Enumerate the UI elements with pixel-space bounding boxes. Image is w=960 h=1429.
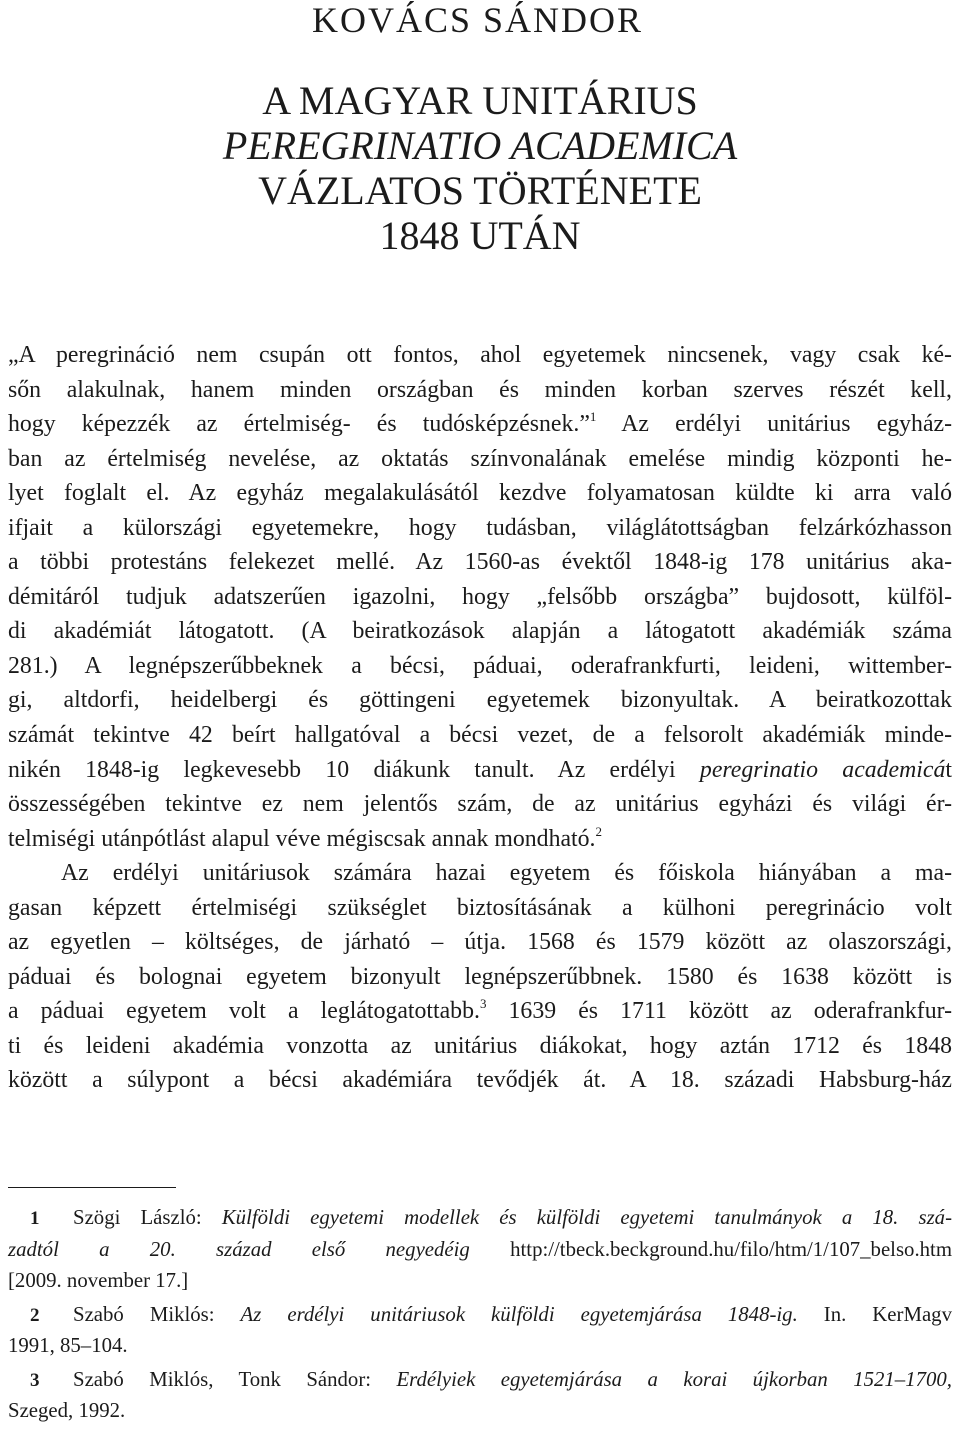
- text-line: telmiségi utánpótlást alapul véve mégiscsak annak mondható.$^2$: [8, 823, 602, 852]
- footnote-line: 3 Szabó Miklós, Tonk Sándor: Erdélyiek egyetemjárása a korai újkorban 1521–1700,: [8, 1364, 952, 1396]
- text-line: ban az értelmiség nevelése, az oktatás színvonalának emelése mindig központi he-: [8, 445, 952, 472]
- footnote-line: [2009. november 17.]: [8, 1269, 189, 1292]
- text-line: gi, altdorfi, heidelbergi és göttingeni egyetemek bizonyultak. A beiratkozottak: [8, 687, 952, 714]
- text-line: összességében tekintve ez nem jelentős szám, de az unitárius egyházi és világi ér-: [8, 791, 952, 818]
- title-line: VÁZLATOS TÖRTÉNETE: [258, 168, 702, 213]
- text-line: 281.) A legnépszerűbbeknek a bécsi, páduai, oderafrankfurti, leideni, wittember-: [8, 652, 952, 679]
- text-line: nikén 1848-ig legkevesebb 10 diákunk tanult. Az erdélyi peregrinatio academicát: [8, 756, 952, 783]
- footnote-line: 1991, 85–104.: [8, 1334, 128, 1357]
- author-name: KOVÁCS SÁNDOR: [312, 0, 644, 40]
- title-line: PEREGRINATIO ACADEMICA: [222, 123, 738, 168]
- text-line: di akadémiát látogatott. (A beiratkozások alapján a látogatott akadémiák száma: [8, 618, 952, 645]
- text-line: „A peregrináció nem csupán ott fontos, ahol egyetemek nincsenek, vagy csak ké-: [8, 342, 952, 368]
- text-line: hogy képezzék az értelmiség- és tudósképzésnek.”$^1$ Az erdélyi unitárius egyház-: [8, 409, 952, 438]
- body-text: [8, 338, 952, 1098]
- footnote-number: 1: [30, 1208, 40, 1229]
- footnote: [8, 1299, 952, 1362]
- title-line: 1848 UTÁN: [379, 213, 581, 258]
- footnote-link[interactable]: http://tbeck.beckground.hu/filo/htm/1/107_belso.htm: [469, 1237, 952, 1261]
- footnote-ref[interactable]: 2: [595, 823, 602, 839]
- footnotes: [8, 1202, 952, 1429]
- text-line: ti és leideni akadémia vonzotta az unitárius diákokat, hogy aztán 1712 és 1848: [8, 1032, 952, 1059]
- text-line: lyet foglalt el. Az egyház megalakulásától kezdve folyamatosan küldte ki arra való: [8, 480, 952, 507]
- text-line: között a súlypont a bécsi akadémiára tevődjék át. A 18. századi Habsburg-ház: [8, 1067, 952, 1094]
- footnote: [8, 1364, 952, 1427]
- text-line: a páduai egyetem volt a leglátogatottabb.$^3$ 1639 és 1711 között az oderafrankfur-: [8, 996, 953, 1025]
- text-line: démitáról tudjuk adatszerűen igazolni, hogy „felsőbb országba” bujdosott, külföl-: [8, 583, 952, 610]
- text-line: számát tekintve 42 beírt hallgatóval a bécsi vezet, de a felsorolt akadémiák minde-: [8, 722, 952, 749]
- text-line: Az erdélyi unitáriusok számára hazai egyetem és főiskola hiányában a ma-: [61, 860, 952, 887]
- text-line: ifjait a külországi egyetemekre, hogy tudásban, világlátottságban felzárkózhasson: [8, 514, 952, 541]
- text-line: a többi protestáns felekezet mellé. Az 1560-as évektől 1848-ig 178 unitárius aka-: [8, 549, 952, 576]
- title-line: A MAGYAR UNITÁRIUS: [262, 78, 698, 123]
- footnote-line: 1 Szögi László: Külföldi egyetemi modellek és külföldi egyetemi tanulmányok a 18. szá-: [8, 1202, 952, 1234]
- text-line: gasan képzett értelmiségi szükséglet biztosításának a külhoni peregrinácio volt: [8, 894, 952, 921]
- text-line: az egyetlen – költséges, de járható – útja. 1568 és 1579 között az olaszországi,: [8, 929, 952, 956]
- footnote-line: Szeged, 1992.: [8, 1399, 126, 1422]
- footnote-number: 3: [30, 1369, 40, 1391]
- text-line: sőn alakulnak, hanem minden országban és minden korban szerves részét kell,: [8, 376, 952, 403]
- footnote-divider: [8, 1187, 176, 1188]
- footnote-line: zadtól a 20. század első negyedéig http://tbeck.beckground.hu/filo/htm/1/107_belso.htm: [8, 1237, 952, 1261]
- footnote-ref[interactable]: 1: [589, 409, 597, 425]
- chapter-title: [0, 78, 960, 258]
- footnote: [8, 1202, 952, 1297]
- footnote-ref[interactable]: 3: [479, 996, 487, 1012]
- footnote-line: 2 Szabó Miklós: Az erdélyi unitáriusok külföldi egyetemjárása 1848-ig. In. KerMagv: [8, 1299, 952, 1331]
- footnote-number: 2: [30, 1304, 40, 1326]
- text-line: páduai és bolognai egyetem bizonyult legnépszerűbbnek. 1580 és 1638 között is: [8, 963, 952, 990]
